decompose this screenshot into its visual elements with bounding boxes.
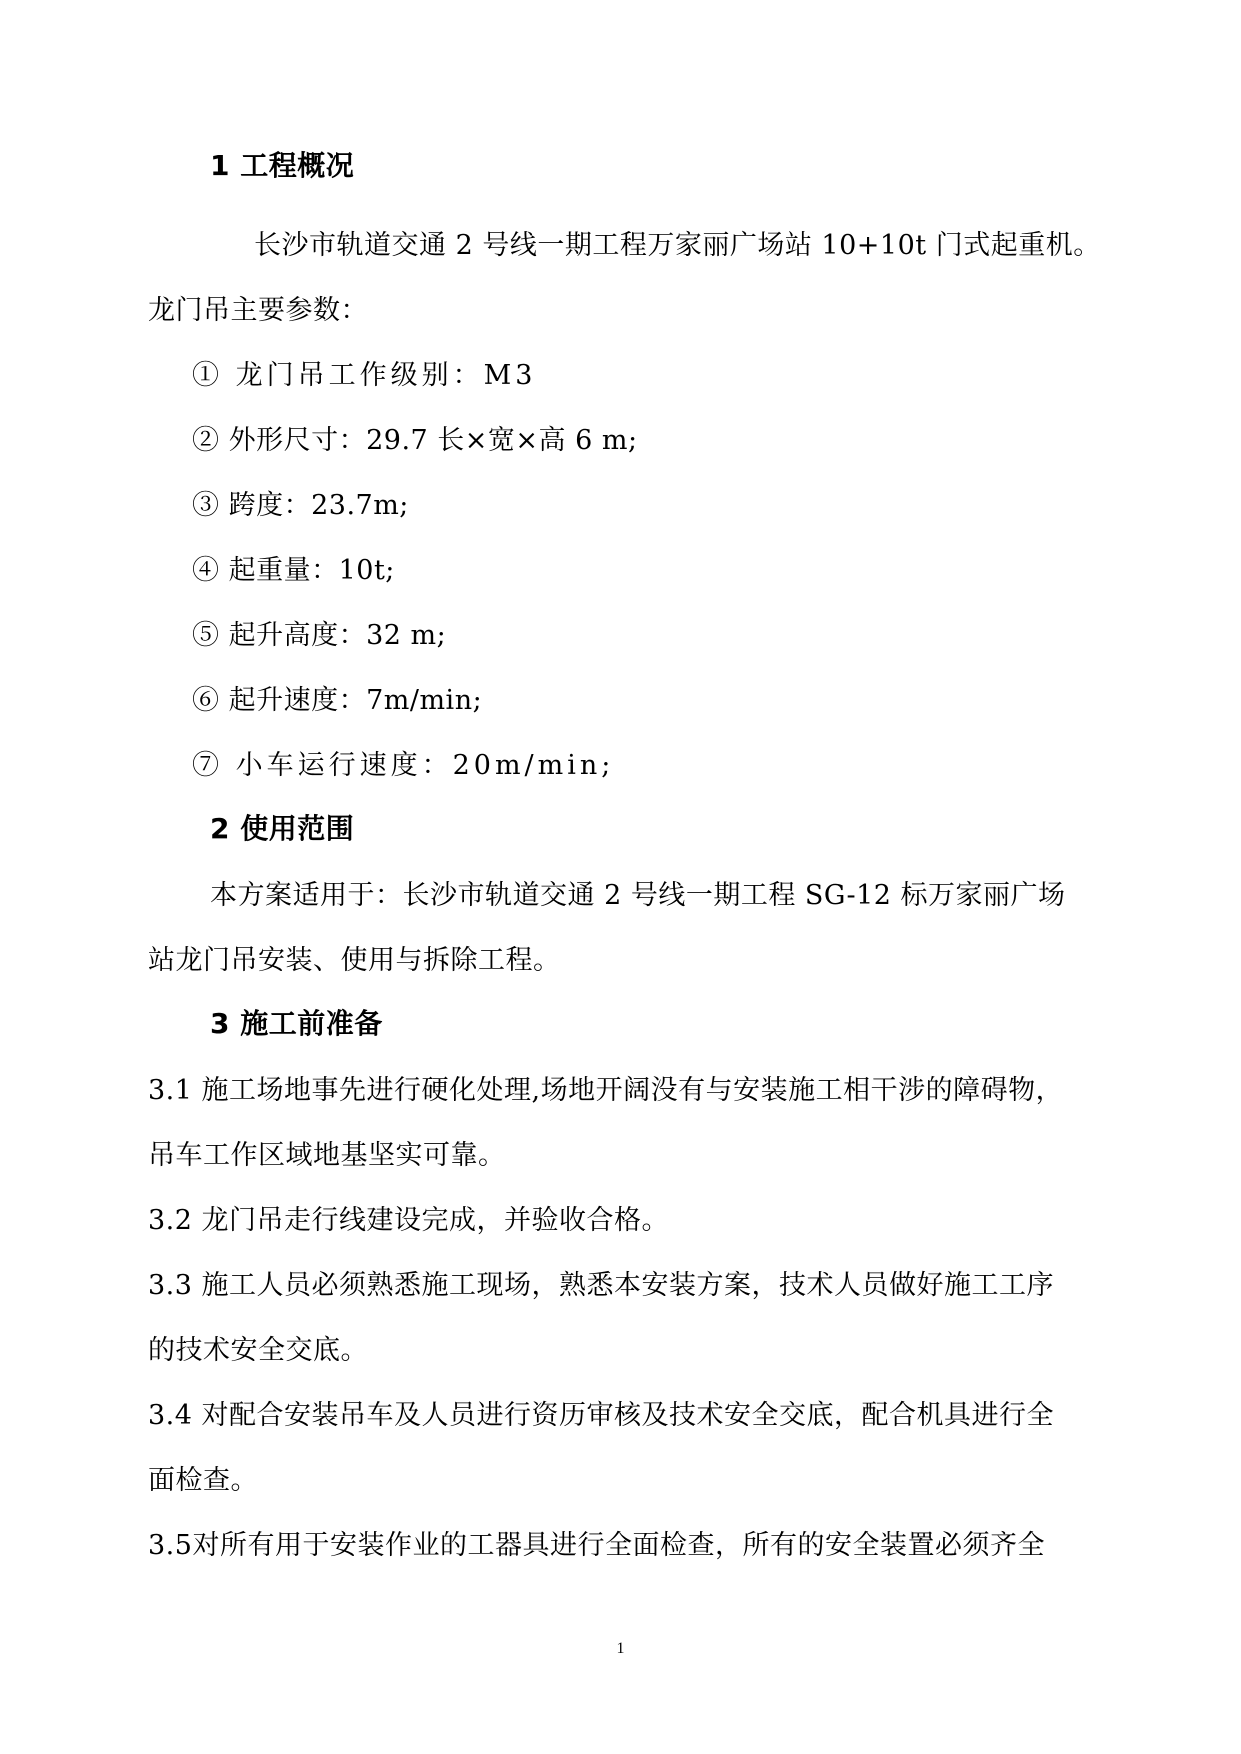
section-3-item-3-2: 3.2 龙门吊走行线建设完成，并验收合格。 bbox=[148, 1205, 670, 1236]
page-number: 1 bbox=[616, 1640, 625, 1657]
section-3-item-3-1-line-1: 3.1 施工场地事先进行硬化处理,场地开阔没有与安装施工相干涉的障碍物， bbox=[148, 1075, 1064, 1106]
section-3-item-3-3-line-1: 3.3 施工人员必须熟悉施工现场，熟悉本安装方案，技术人员做好施工工序 bbox=[148, 1270, 1055, 1301]
section-3-item-3-4-line-1: 3.4 对配合安装吊车及人员进行资历审核及技术安全交底，配合机具进行全 bbox=[148, 1400, 1055, 1431]
section-2-paragraph-line-1: 本方案适用于：长沙市轨道交通 2 号线一期工程 SG-12 标万家丽广场 bbox=[210, 880, 1066, 911]
param-lifting-height: ⑤ 起升高度：32 m; bbox=[192, 620, 447, 651]
param-dimensions: ② 外形尺寸：29.7 长×宽×高 6 m; bbox=[192, 425, 638, 456]
param-trolley-speed: ⑦ 小车运行速度：20m/min; bbox=[192, 750, 615, 781]
param-span: ③ 跨度：23.7m; bbox=[192, 490, 409, 521]
param-lifting-capacity: ④ 起重量：10t; bbox=[192, 555, 395, 586]
param-lifting-speed: ⑥ 起升速度：7m/min; bbox=[192, 685, 483, 716]
section-1-heading: 1 工程概况 bbox=[210, 149, 355, 182]
section-3-item-3-3-line-2: 的技术安全交底。 bbox=[148, 1335, 368, 1366]
section-1-paragraph-line-2: 龙门吊主要参数： bbox=[148, 295, 368, 326]
param-work-class: ① 龙门吊工作级别：M3 bbox=[192, 360, 537, 391]
section-3-item-3-4-line-2: 面检查。 bbox=[148, 1465, 258, 1496]
section-3-item-3-1-line-2: 吊车工作区域地基坚实可靠。 bbox=[148, 1140, 506, 1171]
section-2-paragraph-line-2: 站龙门吊安装、使用与拆除工程。 bbox=[148, 945, 561, 976]
section-3-item-3-5-line-1: 3.5对所有用于安装作业的工器具进行全面检查，所有的安全装置必须齐全 bbox=[148, 1530, 1045, 1561]
section-2-heading: 2 使用范围 bbox=[210, 812, 355, 845]
section-1-paragraph-line-1: 长沙市轨道交通 2 号线一期工程万家丽广场站 10+10t 门式起重机。 bbox=[254, 230, 1101, 261]
section-3-heading: 3 施工前准备 bbox=[210, 1007, 383, 1040]
